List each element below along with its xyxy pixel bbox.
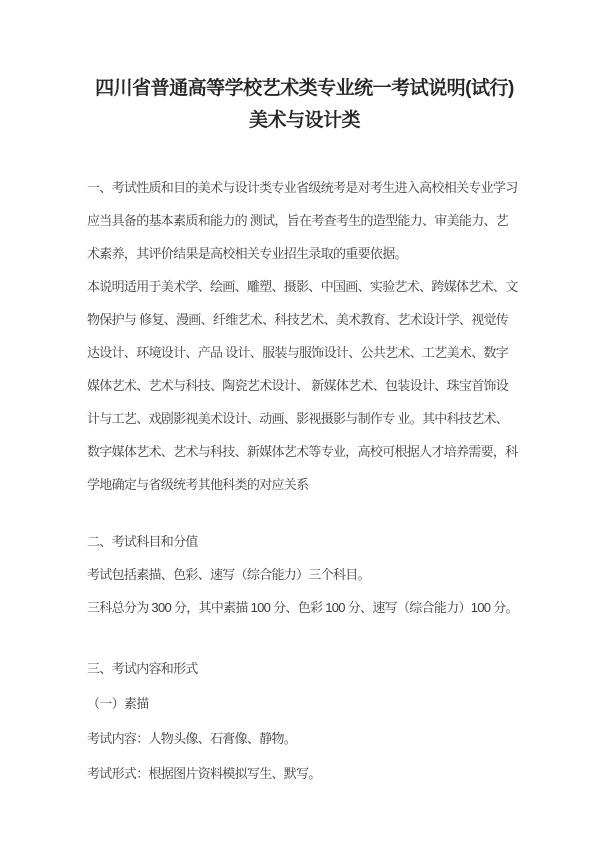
text-line: 物保护与 修复、漫画、纤维艺术、科技艺术、美术教育、艺术设计学、视觉传	[87, 312, 509, 327]
text-line: 学地确定与省级统考其他科类的对应关系	[87, 477, 309, 492]
section-three-heading: 三、考试内容和形式	[87, 661, 198, 676]
subsection-one-sketch-heading: （一）素描	[87, 696, 149, 711]
text-line: 本说明适用于美术学、绘画、雕塑、摄影、中国画、实验艺术、跨媒体艺术、文	[87, 279, 518, 294]
document-title	[0, 0, 609, 137]
document-title-line-2: 美术与设计类	[248, 110, 360, 131]
text-line: 达设计、环境设计、产品 设计、服装与服饰设计、公共艺术、工艺美术、数字	[87, 345, 509, 360]
text-line: 三科总分为 300 分，其中素描 100 分、色彩 100 分、速写（综合能力）100 分。	[87, 600, 518, 615]
text-line: 媒体艺术、艺术与科技、陶瓷艺术设计、 新媒体艺术、包装设计、珠宝首饰设	[87, 378, 509, 393]
text-line: 考试内容：人物头像、石膏像、静物。	[87, 731, 297, 746]
section-exam-nature-and-purpose	[87, 171, 527, 501]
text-line: 应当具备的基本素质和能力的 测试，旨在考查考生的造型能力、审美能力、艺	[87, 213, 509, 228]
text-line: 考试形式：根据图片资料模拟写生、默写。	[87, 766, 321, 781]
section-exam-subjects-and-scores	[87, 525, 527, 624]
section-exam-content-and-format	[87, 651, 527, 791]
text-line: 术素养，其评价结果是高校相关专业招生录取的重要依据。	[87, 246, 407, 261]
section-two-heading: 二、考试科目和分值	[87, 534, 198, 549]
document-title-line-1: 四川省普通高等学校艺术类专业统一考试说明(试行)	[95, 78, 514, 99]
text-line: 数字媒体艺术、艺术与科技、新媒体艺术等专业，高校可根据人才培养需要，科	[87, 444, 518, 459]
document-body	[87, 171, 527, 791]
section-one-heading-line: 一、考试性质和目的美术与设计类专业省级统考是对考生进入高校相关专业学习	[87, 180, 518, 195]
text-line: 计与工艺、戏剧影视美术设计、动画、影视摄影与制作专 业。其中科技艺术、	[87, 411, 509, 426]
text-line: 考试包括素描、色彩、速写（综合能力）三个科目。	[87, 567, 370, 582]
